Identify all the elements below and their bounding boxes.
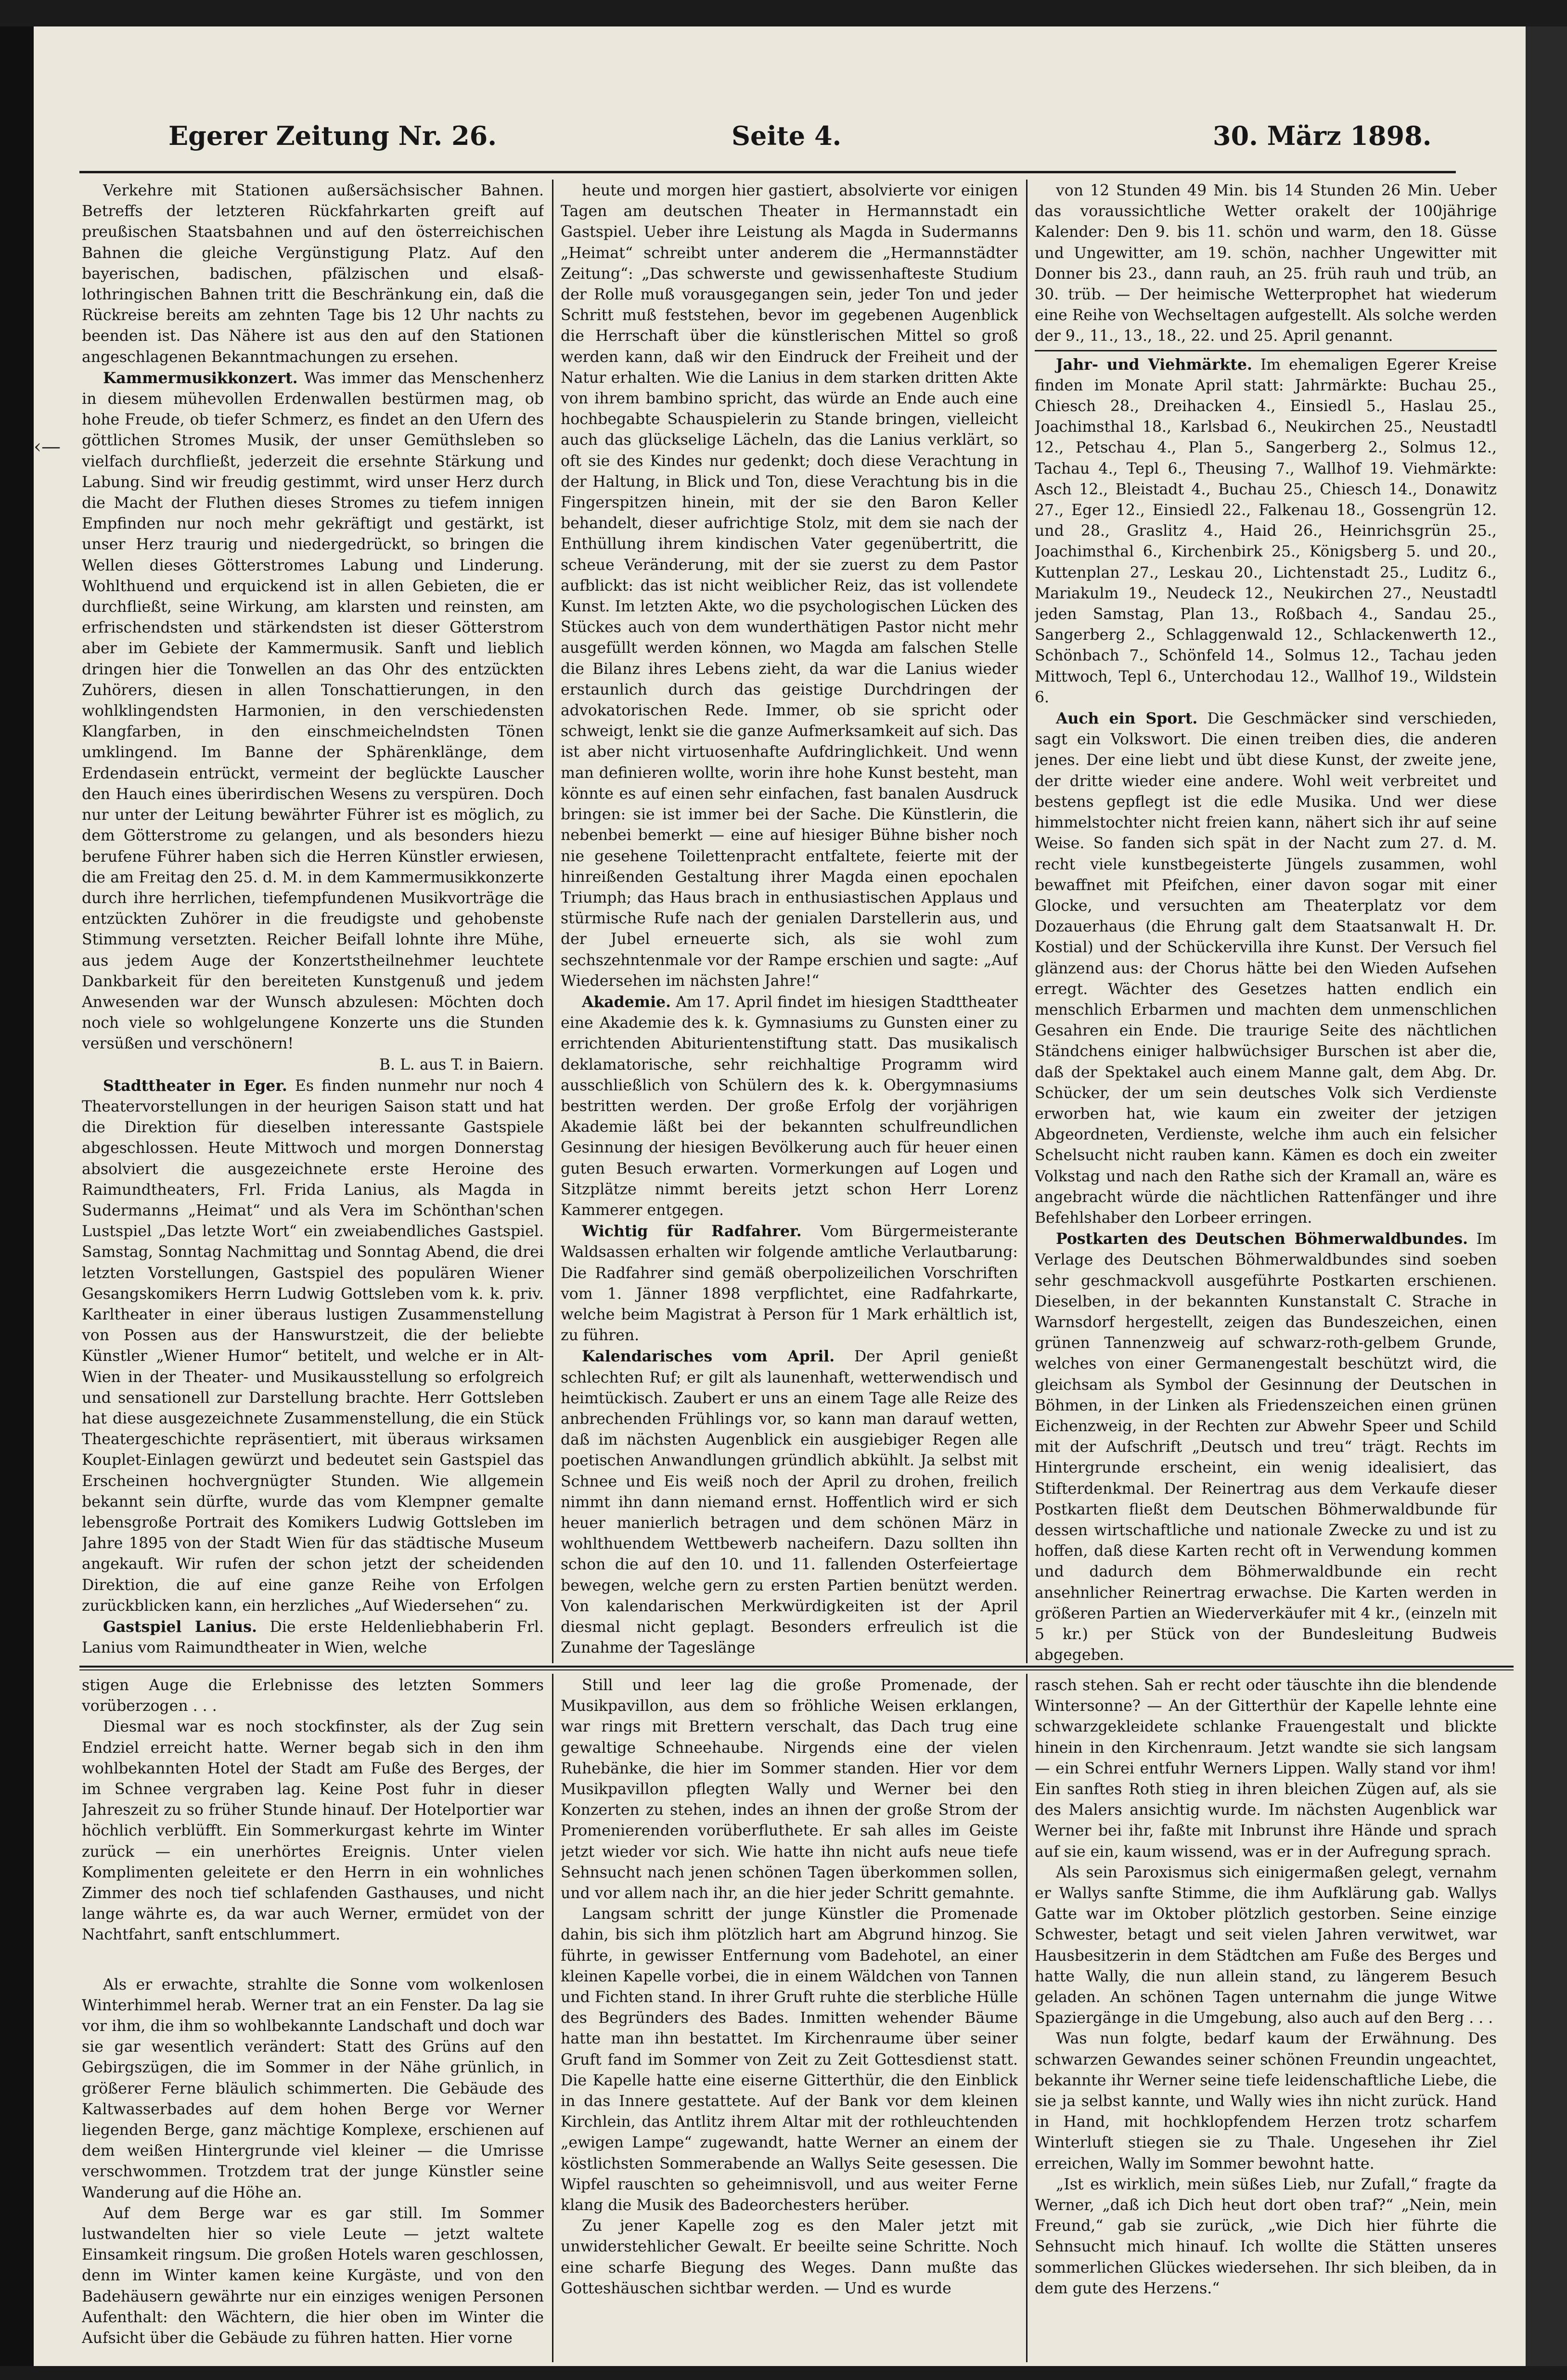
feuilleton-text: rasch stehen. Sah er recht oder täuschte ihn die blendende Wintersonne? — An der Gitterthür der Kapelle lehnte eine schwarzgekleidete schlanke Frauengestalt und blickte hinein in den Kirchenraum. Jetzt wandte sie sich langsam — ein Schrei entfuhr Werners Lippen. Wally stand vor ihm! Ein sanftes Roth stieg in ihren bleichen Zügen auf, als sie des Malers ansichtig wurde. Im nächsten Augenblick war Werner bei ihr, faßte mit Inbrunst ihre Hände und sprach auf sie ein, kaum wissend, was er in der Aufregung sprach. bbox=[1035, 1677, 1497, 1861]
feuilleton-text: Auf dem Berge war es gar still. Im Sommer lustwandelten hier so viele Leute — jetzt waltete Einsamkeit ringsum. Die großen Hotels waren geschlossen, denn im Winter kamen keine Kurgäste, und von den Badehäusern gewährte nur ein einziges wenigen Personen Aufenthalt: den Wächtern, die hier oben im Winter die Aufsicht über die Gebäude zu führen hatten. Hier vorne bbox=[82, 2204, 544, 2347]
margin-mark: ‹— bbox=[34, 436, 61, 458]
column-rule bbox=[1026, 180, 1028, 1663]
feuilleton-column-3 bbox=[1035, 1675, 1497, 2359]
issue-date: 30. März 1898. bbox=[1213, 120, 1432, 151]
feuilleton-rule bbox=[79, 1666, 1514, 1668]
article-text: Im ehemaligen Egerer Kreise finden im Monate April statt: Jahrmärkte: Buchau 25., Chiesch 28., Dreihacken 4., Einsiedl 5., Haslau 25., Joachimsthal 18., Karlsbad 6., Neukirchen 25., Neustadtl 12., Petschau 4., Plan 5., Sangerberg 2., Solmus 12., Tachau 4., Tepl 6., Theusing 7., Wallhof 19. Viehmärkte: Asch 12., Bleistadt 4., Buchau 25., Chiesch 14., Donawitz 27., Eger 12., Einsiedl 22., Falkenau 18., Gossengrün 12. und 28., Graslitz 4., Haid 26., Heinrichsgrün 25., Joachimsthal 6., Kirchenbirk 25., Königsberg 5. und 20., Kuttenplan 27., Leskau 20., Lichtenstadt 25., Luditz 6., Mariakulm 19., Neudeck 12., Neukirchen 27., Neustadtl jeden Samstag, Plan 13., Roßbach 4., Sandau 25., Sangerberg 2., Schlaggenwald 12., Schlackenwerth 12., Schönbach 7., Schönfeld 14., Solmus 12., Tachau jeden Mittwoch, Tepl 6., Unterchodau 12., Wallhof 19., Wildstein 6. bbox=[1035, 356, 1497, 706]
scan-border-left bbox=[0, 26, 34, 2366]
feuilleton-text: Diesmal war es noch stockfinster, als der Zug sein Endziel erreicht hatte. Werner begab sich in den ihm wohlbekannten Hotel der Stadt am Fuße des Berges, der im Schnee vergraben lag. Keine Post fuhr in dieser Jahreszeit zu so früher Stunde hinauf. Der Hotelportier war höchlich verblüfft. Ein Sommerkurgast kehrte im Winter zurück — ein unerhörtes Ereignis. Unter vielen Komplimenten geleitete er den Herrn in ein wohnliches Zimmer des noch tief schlafenden Gasthauses, und nicht lange währte es, da war auch Werner, ermüdet von der Nachtfahrt, sanft entschlummert. bbox=[82, 1718, 544, 1944]
header-rule bbox=[79, 171, 1456, 173]
article-text: Verkehre mit Stationen außersächsischer Bahnen. Betreffs der letzteren Rückfahrkarten greift auf preußischen Staatsbahnen und auf den österreichischen Bahnen die gleiche Vergünstigung Platz. Auf den bayerischen, badischen, pfälzischen und elsaß-lothringischen Bahnen tritt die Beschränkung ein, daß die Rückreise bereits am zehnten Tage bis 12 Uhr nachts zu beenden ist. Das Nähere ist aus den auf den Stationen angeschlagenen Bekanntmachungen zu ersehen. bbox=[82, 182, 544, 366]
feuilleton-text: Als er erwachte, strahlte die Sonne vom wolkenlosen Winterhimmel herab. Werner trat an ein Fenster. Da lag sie vor ihm, die ihm so wohlbekannte Landschaft und doch war sie gar wesentlich verändert: Statt des Grüns auf den Gebirgszügen, die im Sommer in der Nähe grünlich, in größerer Ferne bläulich schimmerten. Die Gebäude des Kaltwasserbades auf dem hohen Berge vor Werner liegenden Berge, ganz mächtige Komplexe, erschienen auf dem weißen Hintergrunde viel kleiner — die Umrisse verschwommen. Trotzdem trat der junge Künstler seine Wanderung auf die Höhe an. bbox=[82, 1976, 544, 2201]
article-text: Vom Bürgermeisterante Waldsassen erhalten wir folgende amtliche Verlautbarung: Die Radfahrer sind gemäß oberpolizeilichen Vorschriften vom 1. Jänner 1898 verpflichtet, eine Radfahrkarte, welche beim Magistrat à Person für 1 Mark erhältlich ist, zu führen. bbox=[561, 1223, 1018, 1345]
article-heading: Stadttheater in Eger. bbox=[103, 1076, 287, 1095]
column-3 bbox=[1035, 181, 1497, 1663]
feuilleton-text: Was nun folgte, bedarf kaum der Erwähnung. Des schwarzen Gewandes seiner schönen Freundin ungeachtet, bekannte ihr Werner seine tiefe leidenschaftliche Liebe, die sie ja selbst kannte, und Wally wies ihn nicht zurück. Hand in Hand, mit hochklopfendem Herzen trotz scharfem Winterluft stiegen sie zu Thale. Ungesehen ihr Ziel erreichen, Wally im Sommer bewohnt hatte. bbox=[1035, 2030, 1497, 2173]
newspaper-title: Egerer Zeitung Nr. 26. bbox=[168, 120, 497, 151]
article-text: Was immer das Menschenherz in diesem mühevollen Erdenwallen bestürmen mag, ob hohe Freude, ob tiefer Schmerz, es findet an den Ufern des göttlichen Stromes Musik, der unser Gemüthsleben so vielfach durchfließt, jederzeit die ersehnte Stärkung und Labung. Sind wir freudig gestimmt, wird unser Herz durch die Macht der Fluthen dieses Stromes zu tiefem innigen Empfinden nur noch mehr gekräftigt und gestärkt, ist unser Herz traurig und niedergedrückt, so bringen die Wellen dieses Götterstromes Labung und Linderung. Wohlthuend und erquickend ist in allen Gebieten, die er durchfließt, seine Wirkung, am klarsten und reinsten, am erfrischendsten und stärkendsten ist dieser Götterstrom aber im Gebiete der Kammermusik. Sanft und lieblich dringen hier die Tonwellen an das Ohr des entzückten Zuhörers, diesen in allen Tonschattierungen, in den wohlklingendsten Harmonien, in den verschiedensten Klangfarben, in den einschmeichelndsten Tönen umklingend. Im Banne der Sphärenklänge, dem Erdendasein entrückt, vermeint der beglückte Lauscher den Hauch eines überirdischen Wesens zu verspüren. Doch nur unter der Leitung bewährter Führer ist es möglich, zu dem Götterstrome zu gelangen, und als besonders hiezu berufene Führer haben sich die Herren Künstler erwiesen, die am Freitag den 25. d. M. in dem Kammermusikkonzerte durch ihre herrlichen, tiefempfundenen Musikvorträge die entzückten Zuhörer in die freudigste und gehobenste Stimmung versetzten. Reicher Beifall lohnte ihre Mühe, aus jedem Auge der Konzertstheilnehmer leuchtete Dankbarkeit für den bereiteten Kunstgenuß und jedem Anwesenden war der Wunsch abzulesen: Möchten doch noch viele so wohlgelungene Konzerte uns die Stunden versüßen und verschönern! bbox=[82, 369, 544, 1053]
article-text: Der April genießt schlechten Ruf; er gilt als launenhaft, wetterwendisch und heimtückisch. Zaubert er uns an einem Tage alle Reize des anbrechenden Frühlings vor, so kann man darauf wetten, daß im nächsten Augenblick ein ausgiebiger Regen alle poetischen Anwandlungen gründlich abkühlt. Ja selbst mit Schnee und Eis weiß noch der April zu drohen, freilich nimmt ihn dann niemand ernst. Hoffentlich wird er sich heuer manierlich betragen und dem schönen März in wohlthuendem Wettbewerb nacheifern. Dazu sollten ihn schon die auf den 10. und 11. fallenden Osterfeiertage bewegen, welche gern zu ersten Partien benützt werden. Von kalendarischen Merkwürdigkeiten ist der April diesmal nicht geplagt. Besonders erfreulich ist die Zunahme der Tageslänge bbox=[561, 1348, 1018, 1657]
column-1 bbox=[82, 181, 544, 1663]
article-text: Am 17. April findet im hiesigen Stadttheater eine Akademie des k. k. Gymnasiums zu Gunsten einer zu errichtenden Abiturientenstiftung statt. Das musikalisch deklamatorische, sehr reichhaltige Programm wird ausschließlich von Schülern des k. k. Obergymnasiums bestritten werden. Der große Erfolg der vorjährigen Akademie läßt bei der bekannten schulfreundlichen Gesinnung der hiesigen Bevölkerung auch für heuer einen guten Besuch erwarten. Vormerkungen auf Logen und Sitzplätze nimmt bereits jetzt schon Herr Lorenz Kammerer entgegen. bbox=[561, 993, 1018, 1219]
article-text: von 12 Stunden 49 Min. bis 14 Stunden 26 Min. Ueber das voraussichtliche Wetter orakelt der 100jährige Kalender: Den 9. bis 11. schön und warm, den 18. Güsse und Ungewitter, am 19. schön, nachher Ungewitter mit Donner bis 23., dann rauh, an 25. früh rauh und trüb, an 30. trüb. — Der heimische Wetterprophet hat wiederum eine Reihe von Wechseltagen aufgestellt. Als solche werden der 9., 11., 13., 18., 22. und 25. April genannt. bbox=[1035, 182, 1497, 345]
column-2 bbox=[561, 181, 1018, 1663]
article-heading: Gastspiel Lanius. bbox=[103, 1618, 257, 1636]
feuilleton-text: „Ist es wirklich, mein süßes Lieb, nur Zufall,“ fragte da Werner, „daß ich Dich heut dort oben traf?“ „Nein, mein Freund,“ gab sie zurück, „wie Dich hier führte die Sehnsucht mich hinauf. Ich wollte die Stätten unseres sommerlichen Glückes wiedersehen. Ihr sich bleiben, da in dem gute des Herzens.“ bbox=[1035, 2175, 1497, 2297]
feuilleton-column-2 bbox=[561, 1675, 1018, 2359]
page-header bbox=[34, 111, 1526, 168]
article-heading: Auch ein Sport. bbox=[1056, 710, 1198, 728]
newspaper-page bbox=[34, 26, 1526, 2366]
feuilleton-text: Zu jener Kapelle zog es den Maler jetzt mit unwiderstehlicher Gewalt. Er beeilte seine Schritte. Noch eine scharfe Biegung des Weges. Dann mußte das Gotteshäuschen sichtbar werden. — Und es wurde bbox=[561, 2217, 1018, 2297]
feuilleton-rule-thin bbox=[79, 1669, 1514, 1670]
article-heading: Kammermusikkonzert. bbox=[103, 369, 298, 387]
article-heading: Kalendarisches vom April. bbox=[582, 1347, 835, 1366]
article-text: Es finden nunmehr nur noch 4 Theatervorstellungen in der heurigen Saison statt und hat die Direktion für dieselben interessante Gastspiele abgeschlossen. Heute Mittwoch und morgen Donnerstag absolviert die ausgezeichnete erste Heroine des Raimundtheaters, Frl. Frida Lanius, als Magda in Sudermanns „Heimat“ und als Vera im Schönthan'schen Lustspiel „Das letzte Wort“ ein zweiabendliches Gastspiel. Samstag, Sonntag Nachmittag und Sonntag Abend, die drei letzten Vorstellungen, Gastspiel des populären Wiener Gesangskomikers Herrn Ludwig Gottsleben vom k. k. priv. Karltheater in einer überaus lustigen Zusammenstellung von Possen aus der Hanswurstzeit, die der beliebte Künstler „Wiener Humor“ betitelt, und welche er in Alt-Wien in der Theater- und Musikausstellung so erfolgreich und sensationell zur Darstellung brachte. Herr Gottsleben hat diese ausgezeichnete Zusammenstellung, die ein Stück Theatergeschichte repräsentiert, mit überaus wirksamen Kouplet-Einlagen gewürzt und bedeutet sein Gastspiel das Erscheinen hochvergnügter Stunden. Wie allgemein bekannt sein dürfte, wurde das vom Klempner gemalte lebensgroße Portrait des Komikers Ludwig Gottsleben im Jahre 1895 von der Stadt Wien für das städtische Museum angekauft. Wir rufen der schon jetzt der scheidenden Direktion, die auf eine ganze Reihe von Erfolgen zurückblicken kann, ein herzliches „Auf Wiedersehen“ zu. bbox=[82, 1077, 544, 1615]
page-number: Seite 4. bbox=[732, 120, 842, 151]
feuilleton-text: Still und leer lag die große Promenade, der Musikpavillon, aus dem so fröhliche Weisen erklangen, war rings mit Brettern verschalt, das Dach trug eine gewaltige Schneehaube. Nirgends eine der vielen Ruhebänke, die hier im Sommer standen. Hier vor dem Musikpavillon pflegten Wally und Werner bei den Konzerten zu stehen, indes an ihnen der große Strom der Promenierenden vorüberfluthete. Er sah alles im Geiste jetzt wieder vor sich. Wie hatte ihn nicht aufs neue tiefe Sehnsucht nach jenen schönen Tagen überkommen sollen, und vor allem nach ihr, an die hier jeder Schritt gemahnte. bbox=[561, 1677, 1018, 1902]
column-rule bbox=[552, 180, 553, 1663]
section-rule bbox=[1035, 350, 1497, 351]
scan-border-right bbox=[1526, 26, 1567, 2366]
feuilleton-text: stigen Auge die Erlebnisse des letzten Sommers vorüberzogen . . . bbox=[82, 1677, 544, 1715]
article-heading: Postkarten des Deutschen Böhmerwaldbundes. bbox=[1056, 1230, 1468, 1248]
article-heading: Jahr- und Viehmärkte. bbox=[1056, 355, 1252, 374]
article-heading: Akademie. bbox=[582, 993, 671, 1011]
feuilleton-text: Langsam schritt der junge Künstler die Promenade dahin, bis sich ihm plötzlich hart am Abgrund hinzog. Sie führte, in gewisser Entfernung vom Badehotel, an einer kleinen Kapelle vorbei, die in einem Wäldchen von Tannen und Fichten stand. In ihrer Gruft ruhte die sterbliche Hülle des Begründers des Bades. Inmitten wehender Bäume hatte man ihn bestattet. Im Kirchenraume über seiner Gruft fand im Sommer von Zeit zu Zeit Gottesdienst statt. Die Kapelle hatte eine eiserne Gitterthür, die den Einblick in das Innere gestattete. Auf der Bank vor dem kleinen Kirchlein, das Antlitz ihrem Altar mit der rothleuchtenden „ewigen Lampe“ zugewandt, hatte Werner an einem der köstlichsten Sommerabende an Wallys Seite gesessen. Die Wipfel rauschten so geheimnisvoll, und aus weiter Ferne klang die Musik des Badeorchesters herüber. bbox=[561, 1905, 1018, 2214]
article-text: Die erste Heldenliebhaberin Frl. Lanius vom Raimundtheater in Wien, welche bbox=[82, 1618, 544, 1657]
feuilleton-text: Als sein Paroxismus sich einigermaßen gelegt, vernahm er Wallys sanfte Stimme, die ihm Aufklärung gab. Wallys Gatte war im Oktober plötzlich gestorben. Seine einzige Schwester, betagt und seit vielen Jahren verwitwet, war Hausbesitzerin in dem Städtchen am Fuße des Berges und hatte Wally, die nun allein stand, zu längerem Besuch geladen. An schönen Tagen unternahm die junge Witwe Spaziergänge in die Umgebung, also auch auf den Berg . . . bbox=[1035, 1863, 1497, 2027]
article-text: Die Geschmäcker sind verschieden, sagt ein Volkswort. Die einen treiben dies, die anderen jenes. Der eine liebt und übt diese Kunst, der zweite jene, der dritte wieder eine andere. Wohl weit verbreitet und bestens gepflegt ist die edle Musika. Und wer diese himmelstochter nicht freien kann, nähert sich ihr auf seine Weise. So fanden sich spät in der Nacht zum 27. d. M. recht viele kunstbegeisterte Jüngels zusammen, wohl bewaffnet mit Pfeifchen, einer davon sogar mit einer Glocke, und versuchten am Theaterplatz vor dem Dozauerhaus (die Ehrung galt dem Staatsanwalt H. Dr. Kostial) und der Schückervilla ihre Kunst. Der Versuch fiel glänzend aus: der Chorus hätte bei den Wieden Aufsehen erregt. Wächter des Gesetzes hatten endlich ein menschlich Erbarmen und machten dem unmenschlichen Gesahren ein Ende. Die traurige Seite des nächtlichen Ständchens einiger halbwüchsiger Burschen ist aber die, daß der Spektakel auch einem Manne galt, dem Abg. Dr. Schücker, der um sein deutsches Volk sich Verdienste erworben hat, wie kaum ein zweiter der jetzigen Abgeordneten, Verdienste, welche ihm auch ein felsicher Schelsucht nicht rauben kann. Kämen es doch ein zweiter Volkstag und nach den Rathe sich der Kramall an, wäre es angebracht würde die nächtlichen Rattenfänger und ihre Befehlshaber den Lorbeer erringen. bbox=[1035, 710, 1497, 1227]
signature: B. L. aus T. in Baiern. bbox=[379, 1056, 544, 1074]
article-heading: Wichtig für Radfahrer. bbox=[582, 1222, 802, 1241]
article-text: heute und morgen hier gastiert, absolvierte vor einigen Tagen am deutschen Theater in Hermannstadt ein Gastspiel. Ueber ihre Leistung als Magda in Sudermanns „Heimat“ schreibt unter anderem die „Hermannstädter Zeitung“: „Das schwerste und gewissenhafteste Studium der Rolle muß vorausgegangen sein, jeder Ton und jeder Schritt muß feststehen, bevor im gegebenen Augenblick die Herrschaft über die künstlerischen Mittel so groß werden kann, daß wir den Eindruck der Freiheit und der Natur erhalten. Wie die Lanius in dem starken dritten Akte von ihrem bambino spricht, das würde an Ende auch eine hochbegabte Schauspielerin zu Stande bringen, vielleicht auch das glückselige Lächeln, das die Lanius verklärt, so oft sie des Kindes nur gedenkt; doch diese Verachtung in der Haltung, in Blick und Ton, diese Verachtung bis in die Fingerspitzen hinein, mit der sie den Baron Keller behandelt, dieser aufrichtige Stolz, mit dem sie nach der Enthüllung ihrem kindischen Vater gegenübertritt, die scheue Veränderung, mit der sie zuerst zu dem Pastor aufblickt: das ist nicht weiblicher Reiz, das ist vollendete Kunst. Im letzten Akte, wo die psychologischen Lücken des Stückes auch von dem wunderthätigen Pastor nicht mehr ausgefüllt werden können, wo Magda am falschen Stelle die Bilanz ihres Lebens zieht, da war die Lanius wieder erstaunlich durch das geistige Durchdringen der advokatorischen Rede. Immer, ob sie spricht oder schweigt, lenkt sie die ganze Aufmerksamkeit auf sich. Das ist aber nicht virtuosenhafte Aufdringlichkeit. Und wenn man definieren wollte, worin ihre hohe Kunst besteht, man könnte es auf einen sehr einfachen, fast banalen Ausdruck bringen: sie ist immer bei der Sache. Die Künstlerin, die nebenbei bemerkt — eine auf hiesiger Bühne bisher noch nie gesehene Toilettenpracht entfaltete, feierte mit der hinreißenden Gestaltung ihrer Magda einen epochalen Triumph; das Haus brach in enthusiastischen Applaus und stürmische Rufe nach der genialen Darstellerin aus, und der Jubel erneuerte sich, als sie wohl zum sechszehntenmale vor der Rampe erschien und sagte: „Auf Wiedersehen im nächsten Jahre!“ bbox=[561, 182, 1018, 990]
column-rule bbox=[552, 1674, 553, 2362]
column-rule bbox=[1026, 1674, 1028, 2362]
article-text: Im Verlage des Deutschen Böhmerwaldbundes sind soeben sehr geschmackvoll ausgeführte Postkarten erschienen. Dieselben, in der bekannten Kunstanstalt C. Strache in Warnsdorf hergestellt, zeigen das Bundeszeichen, einen grünen Tannenzweig auf schwarz-roth-gelbem Grunde, welches von einer Germanengestalt beschützt wird, die gleichsam als Symbol der Gesinnung der Deutschen in Böhmen, in der Linken als Friedenszeichen einen grünen Eichenzweig, in der Rechten zur Abwehr Speer und Schild mit der Aufschrift „Deutsch und treu“ trägt. Rechts im Hintergrunde erscheint, ein wenig idealisiert, das Stifterdenkmal. Der Reinertrag aus dem Verkaufe dieser Postkarten fließt dem Deutschen Böhmerwaldbunde für dessen wirtschaftliche und nationale Zwecke zu und ist zu hoffen, daß diese Karten recht oft in Verwendung kommen und dadurch dem Böhmerwaldbunde ein recht ansehnlicher Reinertrag erwachse. Die Karten werden in größeren Partien an Wiederverkäufer mit 4 kr., (einzeln mit 5 kr.) per Stück von der Bundesleitung Budweis abgegeben. bbox=[1035, 1230, 1497, 1663]
feuilleton-column-1 bbox=[82, 1675, 544, 2359]
